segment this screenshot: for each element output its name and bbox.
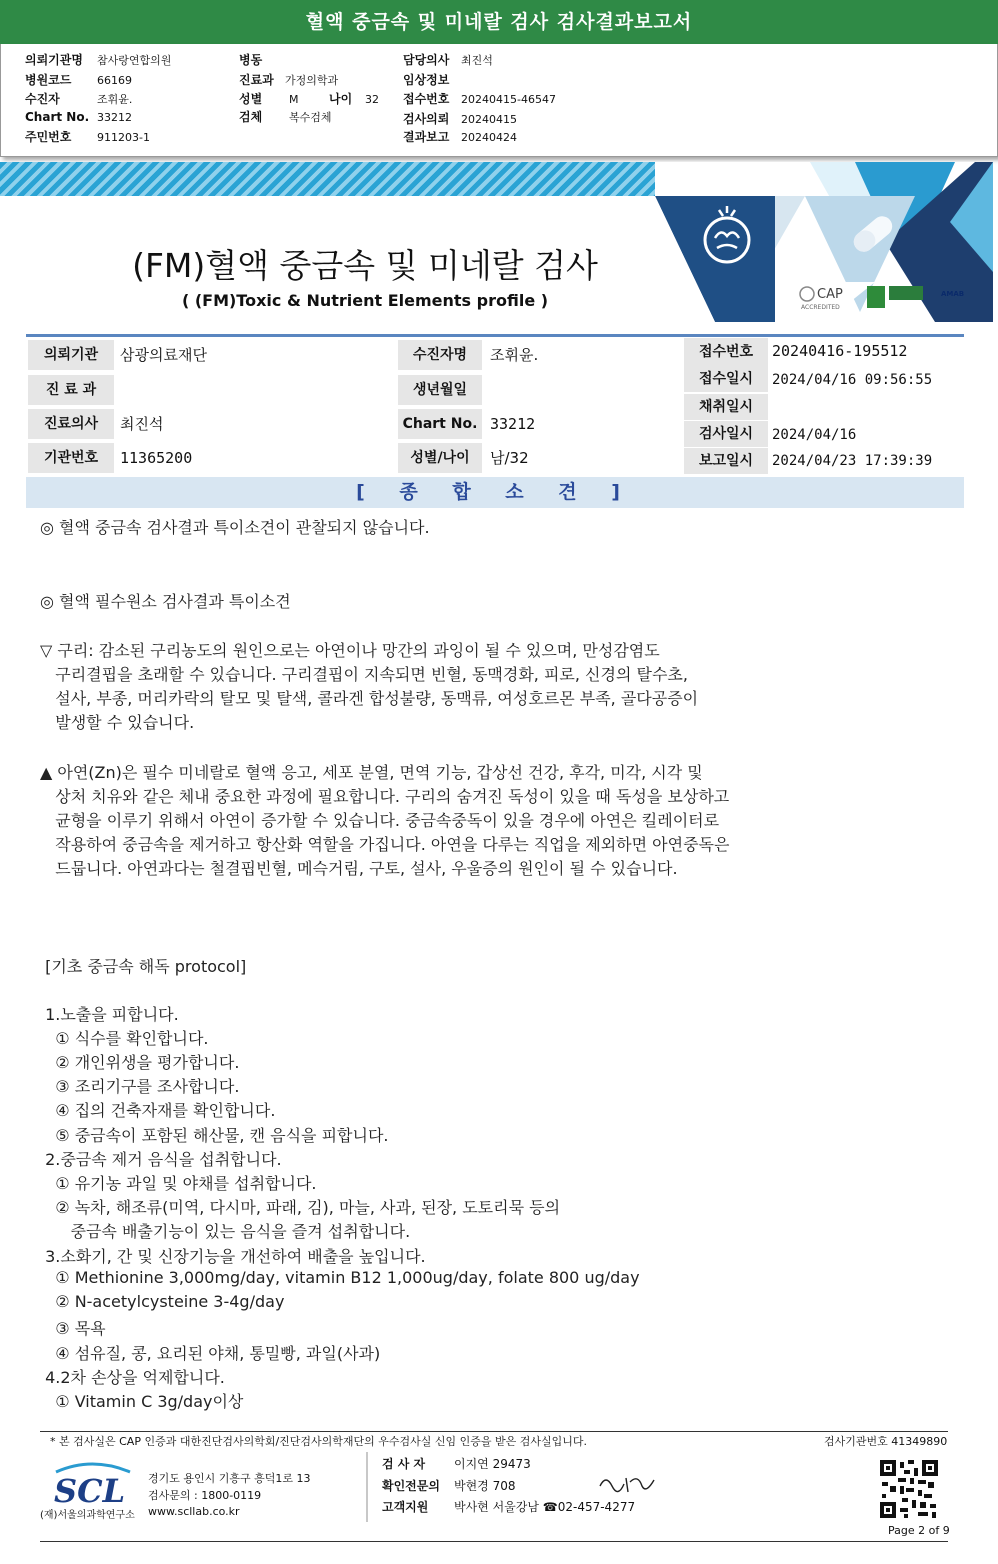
header-value: 20240415-46547 [461,93,556,106]
header-value: 911203-1 [97,131,150,144]
body-line: 작용하여 중금속을 제거하고 항산화 역할을 가집니다. 아연을 다루는 직업을 제외하면 아연중독은 [40,835,730,854]
protocol-step: 3.소화기, 간 및 신장기능을 개선하여 배출을 높입니다. [40,1247,426,1266]
header-key: 담당의사 [403,53,450,67]
info-label: Chart No. [398,409,482,439]
info-label: 생년월일 [398,375,482,405]
header-field [403,110,517,127]
info-label: 접수일시 [684,366,768,392]
address: 경기도 용인시 기흥구 흥덕1로 13 [148,1472,311,1485]
summary-heading: [ 종 합 소 견 ] [26,477,964,508]
protocol-item: ① 유기농 과일 및 야채를 섭취합니다. [40,1174,317,1193]
info-value: 11365200 [120,449,193,467]
protocol-item: ③ 목욕 [40,1319,106,1338]
header-field [403,51,493,68]
info-value: 남/32 [490,449,529,467]
staff-row [382,1498,635,1515]
staff-row [382,1455,531,1472]
header-field [239,71,338,88]
header-key: 진료과 [239,73,274,87]
header-key: 나이 [329,92,353,106]
cap-accredited: ACCREDITED [801,304,840,311]
info-value: 삼광의료재단 [120,346,207,364]
footer-divider [366,1452,368,1522]
info-value: 최진석 [120,415,164,433]
body-line: ▽ 구리: 감소된 구리농도의 원인으로는 아연이나 망간의 과잉이 될 수 있으며, 만성감염도 [40,641,660,660]
body-line: 드뭅니다. 아연과다는 철결핍빈혈, 메슥거림, 구토, 설사, 우울증의 원인이 될 수 있습니다. [40,859,678,878]
body-line: 구리결핍을 초래할 수 있습니다. 구리결핍이 지속되면 빈혈, 동맥경화, 피로, 신경의 탈수초, [40,665,688,684]
protocol-step: 4.2차 손상을 억제합니다. [40,1368,225,1387]
info-label: 수진자명 [398,340,482,370]
header-key: 의뢰기관명 [25,53,83,67]
header-value: 조휘윤. [97,93,133,106]
header-key: 접수번호 [403,92,450,106]
info-label: 의뢰기관 [28,340,114,370]
header-field [239,90,299,107]
page-subtitle: ( (FM)Toxic & Nutrient Elements profile ) [181,291,549,310]
page-title: (FM)혈액 중금속 및 미네랄 검사 [132,246,598,285]
header-field [403,128,517,145]
header-value: 복수검체 [289,111,332,124]
header-key: 성별 [239,92,263,106]
header-value: 32 [365,93,379,106]
patient-header [0,44,998,157]
header-key: 결과보고 [403,130,450,144]
header-key: 병동 [239,53,263,67]
staff-key: 검 사 자 [382,1457,426,1471]
staff-value: 박현경 708 [454,1479,516,1493]
info-value: 2024/04/16 09:56:55 [772,372,933,388]
header-value: 20240415 [461,113,517,126]
stripe-band [0,162,660,196]
header-field [25,90,132,107]
signature [598,1472,658,1496]
footer-rule [40,1431,948,1432]
report-banner: 혈액 중금속 및 미네랄 검사 검사결과보고서 [0,0,998,44]
website: www.scllab.co.kr [148,1505,240,1518]
header-field [239,108,332,125]
header-value: M [289,93,299,106]
header-field-age [329,90,379,107]
protocol-item: ③ 조리기구를 조사합니다. [40,1077,240,1096]
info-label: 진료의사 [28,409,114,439]
protocol-step: 1.노출을 피합니다. [40,1005,179,1024]
staff-value: 이지연 29473 [454,1457,531,1471]
header-value: 참사랑연합의원 [97,54,172,67]
header-value: 20240424 [461,131,517,144]
body-line: ◎ 혈액 필수원소 검사결과 특이소견 [40,592,291,611]
protocol-item: ① 식수를 확인합니다. [40,1029,209,1048]
header-field [25,110,132,124]
info-label: 검사일시 [684,421,768,447]
protocol-item: ② N-acetylcysteine 3-4g/day [40,1292,285,1311]
info-value: 2024/04/16 [772,427,857,443]
header-key: Chart No. [25,110,90,124]
page-number: Page 2 of 9 [888,1524,950,1537]
certification-note: * 본 검사실은 CAP 인증과 대한진단검사의학회/진단검사의학재단의 우수검사실 신임 인증을 받은 검사실입니다. [50,1435,588,1448]
info-label: 진 료 과 [28,375,114,405]
header-field [25,71,132,88]
qr-code [880,1460,938,1518]
body-line: ▲ 아연(Zn)은 필수 미네랄로 혈액 응고, 세포 분열, 면역 기능, 갑상선 건강, 후각, 미각, 시각 및 [40,763,703,782]
header-value: 최진석 [461,54,493,67]
header-value: 가정의학과 [285,74,339,87]
protocol-item: ① Methionine 3,000mg/day, vitamin B12 1,000ug/day, folate 800 ug/day [40,1268,640,1287]
cap-logo: CAP [817,287,843,302]
header-field [25,51,171,68]
body-line: 상처 치유와 같은 체내 중요한 과정에 필요합니다. 구리의 숨겨진 독성이 있을 때 독성을 보상하고 [40,787,730,806]
protocol-item: ① Vitamin C 3g/day이상 [40,1392,244,1411]
header-field [25,128,150,145]
header-field [403,90,556,107]
organization-name: (재)서울의과학연구소 [40,1510,135,1521]
info-label: 보고일시 [684,448,768,474]
body-line: ◎ 혈액 중금속 검사결과 특이소견이 관찰되지 않습니다. [40,518,430,537]
protocol-heading: [기초 중금속 해독 protocol] [40,957,247,976]
header-field [403,71,461,88]
protocol-item: 중금속 배출기능이 있는 음식을 즐겨 섭취합니다. [40,1222,411,1241]
header-key: 검체 [239,110,263,124]
info-label: 접수번호 [684,338,768,366]
header-field [239,51,289,68]
scl-logo [52,1462,134,1508]
protocol-item: ④ 섬유질, 콩, 요리된 야채, 통밀빵, 과일(사과) [40,1344,381,1363]
header-key: 병원코드 [25,73,72,87]
info-label: 기관번호 [28,443,114,473]
protocol-step: 2.중금속 제거 음식을 섭취합니다. [40,1150,282,1169]
institution-number: 검사기관번호 41349890 [824,1435,948,1448]
protocol-item: ② 녹차, 해조류(미역, 다시마, 파래, 김), 마늘, 사과, 된장, 도토리묵 등의 [40,1198,561,1217]
body-line: 설사, 부종, 머리카락의 탈모 및 탈색, 콜라겐 합성불량, 동맥류, 여성호르몬 부족, 골다공증이 [40,689,699,708]
info-value: 20240416-195512 [772,342,908,360]
info-value: 33212 [490,415,536,433]
staff-key: 확인전문의 [382,1479,440,1493]
scl-logo-text: SCL [54,1472,126,1508]
body-line: 균형을 이루기 위해서 아연이 증가할 수 있습니다. 중금속중독이 있을 경우에 아연은 킬레이터로 [40,811,720,830]
body-line: 발생할 수 있습니다. [40,713,195,732]
header-value: 66169 [97,74,132,87]
protocol-item: ② 개인위생을 평가합니다. [40,1053,240,1072]
staff-key: 고객지원 [382,1500,429,1514]
header-value: 33212 [97,111,132,124]
protocol-item: ⑤ 중금속이 포함된 해산물, 캔 음식을 피합니다. [40,1126,389,1145]
header-key: 임상정보 [403,73,450,87]
header-key: 주민번호 [25,130,72,144]
header-key: 수진자 [25,92,60,106]
info-value: 조휘윤. [490,346,539,364]
header-key: 검사의뢰 [403,112,450,126]
info-label: 성별/나이 [398,443,482,473]
info-label: 채취일시 [684,394,768,420]
protocol-item: ④ 집의 건축자재를 확인합니다. [40,1101,276,1120]
info-value: 2024/04/23 17:39:39 [772,453,933,469]
bottom-rule [40,1541,948,1542]
staff-row [382,1477,516,1494]
amab-logo: AMAB [941,290,965,298]
contact-phone: 검사문의 : 1800-0119 [148,1489,262,1502]
staff-value: 박사현 서울강남 ☎02-457-4277 [454,1500,636,1514]
